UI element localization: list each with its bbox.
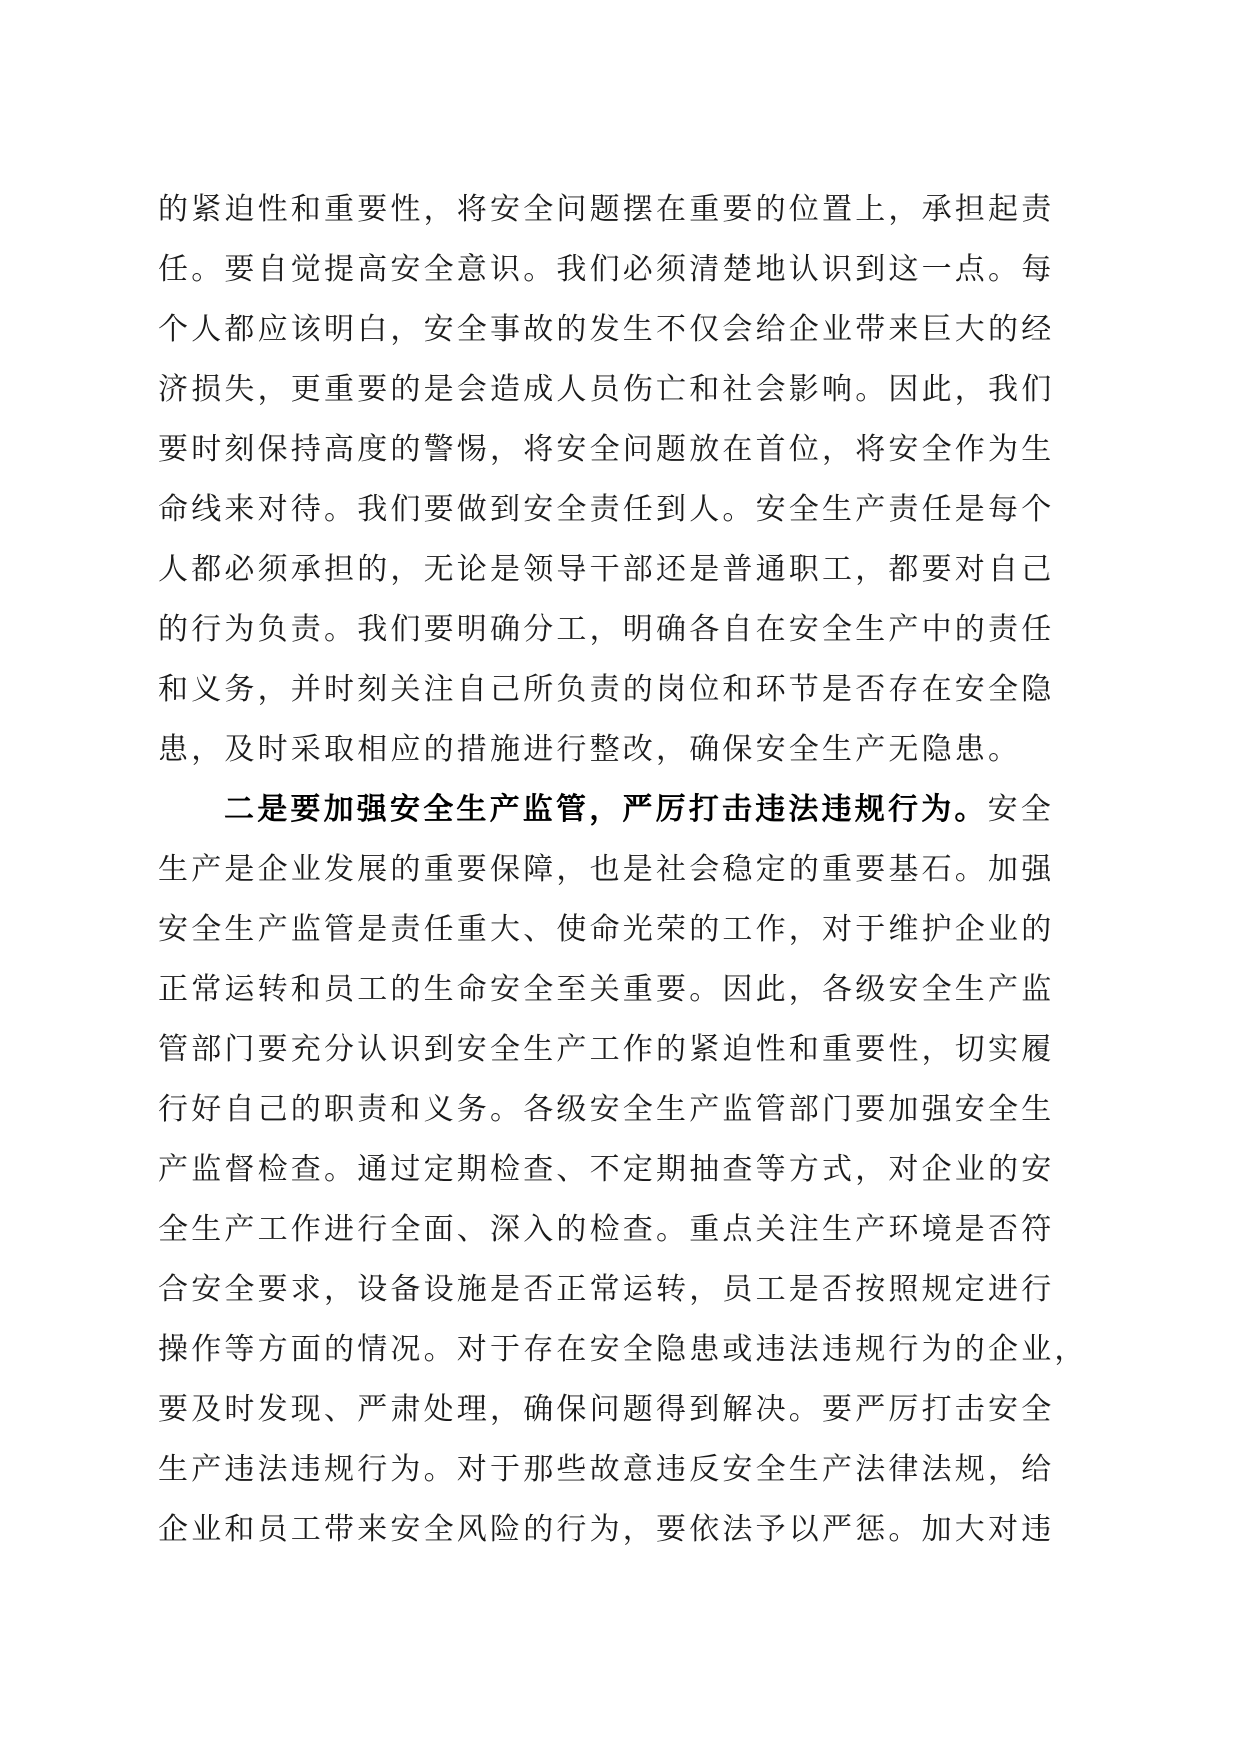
text-line: 要及时发现、严肃处理，确保问题得到解决。要严厉打击安全 (158, 1392, 1055, 1427)
text-line: 任。要自觉提高安全意识。我们必须清楚地认识到这一点。每 (158, 252, 1055, 287)
paragraph-heading-line (158, 780, 1083, 840)
text-line: 管部门要充分认识到安全生产工作的紧迫性和重要性，切实履 (158, 1032, 1055, 1067)
text-line: 个人都应该明白，安全事故的发生不仅会给企业带来巨大的经 (158, 312, 1055, 347)
text-line: 生产是企业发展的重要保障，也是社会稳定的重要基石。加强 (158, 852, 1055, 887)
text-line: 的紧迫性和重要性，将安全问题摆在重要的位置上，承担起责 (158, 192, 1055, 227)
text-line: 全生产工作进行全面、深入的检查。重点关注生产环境是否符 (158, 1212, 1055, 1247)
heading-line-tail: 安全 (987, 792, 1055, 827)
text-line: 的行为负责。我们要明确分工，明确各自在安全生产中的责任 (158, 612, 1055, 647)
text-line: 命线来对待。我们要做到安全责任到人。安全生产责任是每个 (158, 492, 1055, 527)
text-line: 产监督检查。通过定期检查、不定期抽查等方式，对企业的安 (158, 1152, 1055, 1187)
text-line: 和义务，并时刻关注自己所负责的岗位和环节是否存在安全隐 (158, 672, 1055, 707)
text-line: 合安全要求，设备设施是否正常运转，员工是否按照规定进行 (158, 1272, 1055, 1307)
section-heading: 二是要加强安全生产监管，严厉打击违法违规行为。 (224, 792, 988, 827)
text-line: 济损失，更重要的是会造成人员伤亡和社会影响。因此，我们 (158, 372, 1055, 407)
text-line: 患，及时采取相应的措施进行整改，确保安全生产无隐患。 (158, 732, 1022, 767)
text-line: 生产违法违规行为。对于那些故意违反安全生产法律法规，给 (158, 1452, 1055, 1487)
text-line: 正常运转和员工的生命安全至关重要。因此，各级安全生产监 (158, 972, 1055, 1007)
text-line: 行好自己的职责和义务。各级安全生产监管部门要加强安全生 (158, 1092, 1055, 1127)
text-line: 要时刻保持高度的警惕，将安全问题放在首位，将安全作为生 (158, 432, 1055, 467)
text-line: 操作等方面的情况。对于存在安全隐患或违法违规行为的企业， (158, 1332, 1088, 1367)
text-line: 人都必须承担的，无论是领导干部还是普通职工，都要对自己 (158, 552, 1055, 587)
body-text (158, 180, 1088, 1560)
text-line: 企业和员工带来安全风险的行为，要依法予以严惩。加大对违 (158, 1512, 1055, 1547)
text-line: 安全生产监管是责任重大、使命光荣的工作，对于维护企业的 (158, 912, 1055, 947)
